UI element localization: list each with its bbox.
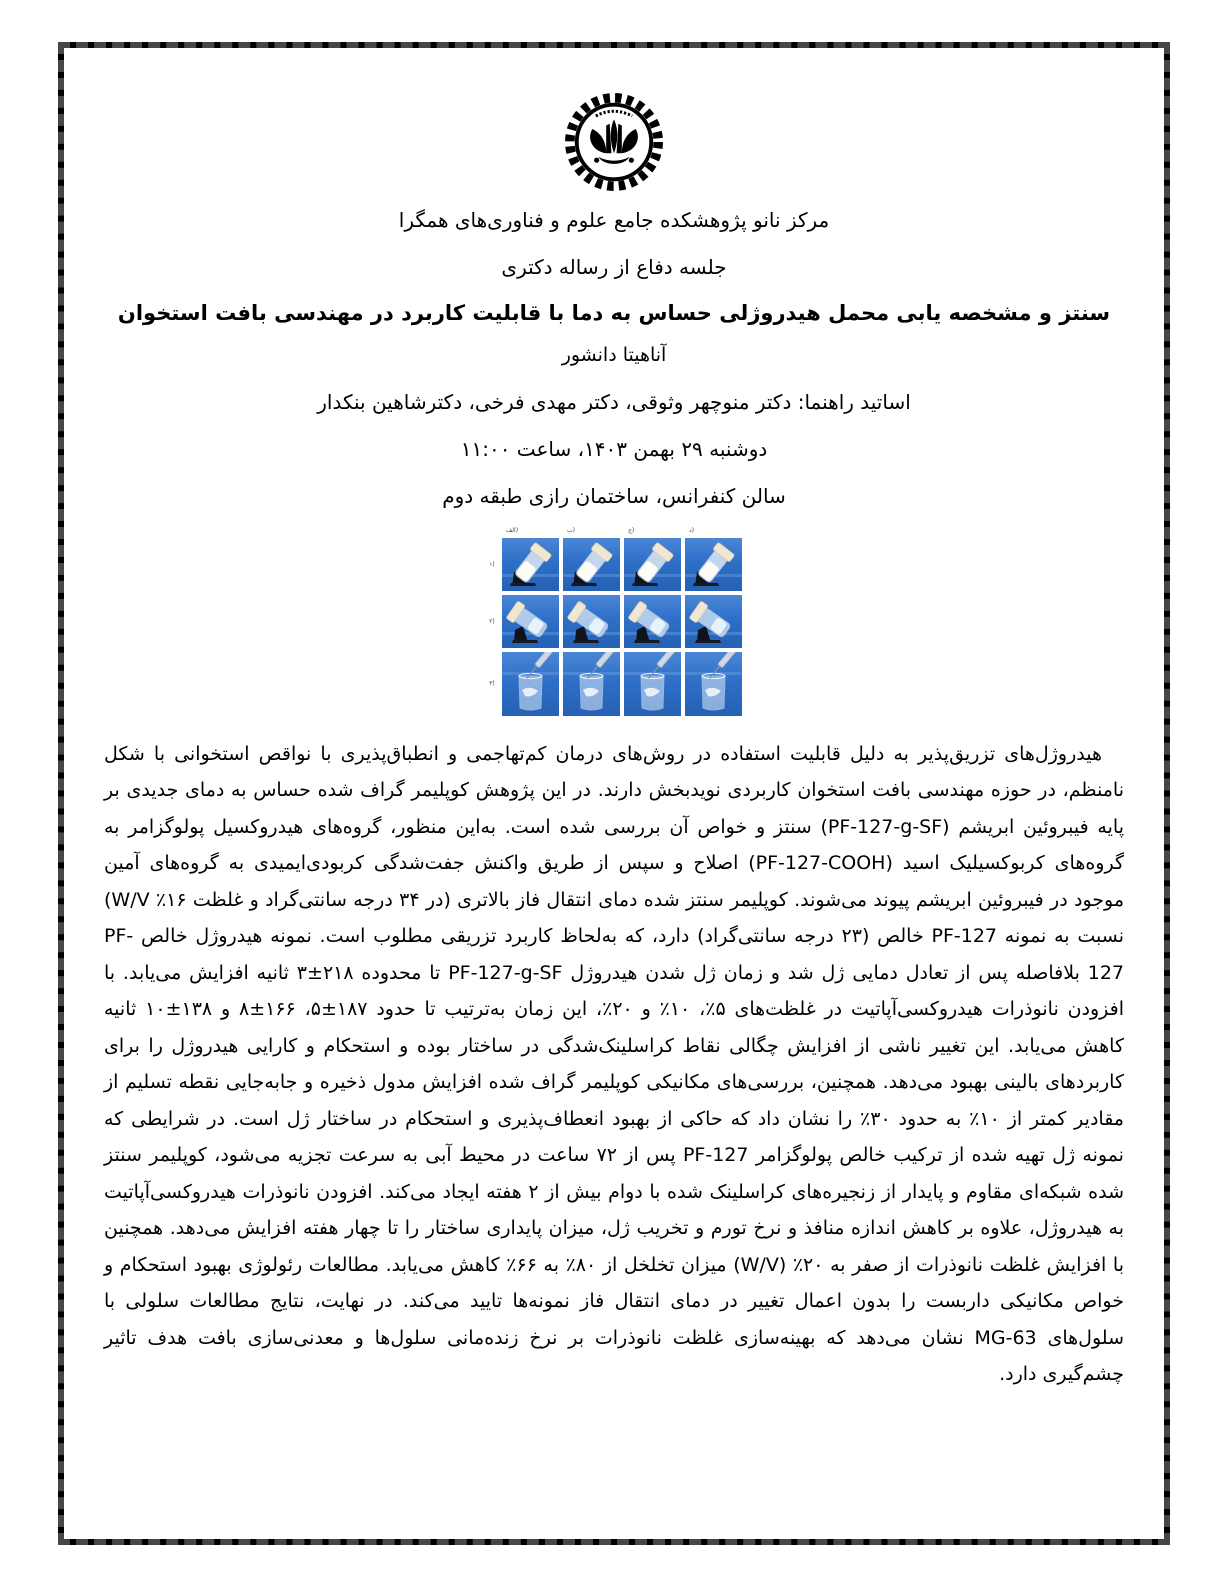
photo-vial-inverted	[624, 538, 681, 591]
photo-vial-inverted	[685, 538, 742, 591]
figure-column-label: ج)	[628, 527, 635, 534]
advisors-line: اساتید راهنما: دکتر منوچهر وثوقی، دکتر مهدی فرخی، دکترشاهین بنکدار	[317, 390, 911, 414]
figure-row-label: ۲)	[489, 617, 495, 625]
figure-column-label: ب)	[567, 527, 575, 534]
event-type-line: جلسه دفاع از رساله دکتری	[501, 255, 727, 279]
photo-vial-tilted	[685, 595, 742, 648]
photo-beaker-injection	[624, 652, 681, 716]
candidate-name: آناهیتا دانشور	[561, 344, 667, 367]
photo-vial-inverted	[563, 538, 620, 591]
photo-beaker-injection	[685, 652, 742, 716]
thesis-title: سنتز و مشخصه یابی محمل هیدروژلی حساس به دما با قابلیت کاربرد در مهندسی بافت استخوان	[117, 301, 1111, 325]
figure-row-label: ۱)	[489, 560, 495, 568]
page-border-frame	[58, 42, 1170, 1545]
sharif-university-logo-icon	[562, 90, 666, 194]
location-line: سالن کنفرانس، ساختمان رازی طبقه دوم	[442, 484, 786, 508]
experiment-photo-grid	[486, 525, 742, 716]
photo-beaker-injection	[502, 652, 559, 716]
photo-beaker-injection	[563, 652, 620, 716]
figure-row-label: ۳)	[489, 680, 495, 687]
figure-column-label: د)	[689, 527, 695, 534]
photo-vial-tilted	[624, 595, 681, 648]
organization-line: مرکز نانو پژوهشکده جامع علوم و فناوری‌های همگرا	[398, 208, 830, 232]
figure-column-label: الف)	[506, 527, 519, 534]
photo-vial-tilted	[563, 595, 620, 648]
photo-vial-tilted	[502, 595, 559, 648]
photo-vial-inverted	[502, 538, 559, 591]
date-time-line: دوشنبه ۲۹ بهمن ۱۴۰۳، ساعت ۱۱:۰۰	[460, 437, 768, 461]
abstract-text: هیدروژل‌های تزریق‌پذیر به دلیل قابلیت استفاده در روش‌های درمان کم‌تهاجمی و انطباق‌پذیری با نواقص استخوانی با شکل نامنظم، در حوزه مهندسی بافت استخوان کاربردی نویدبخش دارند. در این پژوهش کوپلیمر گراف شده حساس به دمای جدیدی بر پایه فیبروئین ابریشم (PF-127-g-SF) سنتز و خواص آن بررسی شده است. به‌این منظور، گروه‌های هیدروکسیل پولوگزامر به گروه‌های کربوکسیلیک اسید (PF-127-COOH) اصلاح و سپس از طریق واکنش جفت‌شدگی کربودی‌ایمیدی به گروه‌های آمین موجود در فیبروئین ابریشم پیوند می‌شوند. کوپلیمر سنتز شده دمای انتقال فاز بالاتری (در ۳۴ درجه سانتی‌گراد و غلظت ۱۶٪ W/V) نسبت به نمونه PF-127 خالص (۲۳ درجه سانتی‌گراد) دارد، که به‌لحاظ کاربرد تزریقی مطلوب است. نمونه هیدروژل خالص PF-127 بلافاصله پس از تعادل دمایی ژل شد و زمان ژل شدن هیدروژل PF-127-g-SF تا محدوده ۲۱۸±۳ ثانیه افزایش می‌یابد. با افزودن نانوذرات هیدروکسی‌آپاتیت در غلظت‌های ۵٪، ۱۰٪ و ۲۰٪، این زمان به‌ترتیب تا حدود ۱۸۷±۵، ۱۶۶±۸ و ۱۳۸±۱۰ ثانیه کاهش می‌یابد. این تغییر ناشی از افزایش چگالی نقاط کراسلینک‌شدگی در ساختار بوده و استحکام و کارایی هیدروژل را برای کاربردهای بالینی بهبود می‌دهد. همچنین، بررسی‌های مکانیکی کوپلیمر گراف شده افزایش مدول ذخیره و جابه‌جایی نقطه تسلیم از مقادیر کمتر از ۱۰٪ به حدود ۳۰٪ را نشان داد که حاکی از بهبود انعطاف‌پذیری و استحکام در ساختار ژل است. در شرایطی که نمونه ژل تهیه شده از ترکیب خالص پولوگزامر PF-127 پس از ۷۲ ساعت در محیط آبی به سرعت تجزیه می‌شود، کوپلیمر سنتز شده شبکه‌ای مقاوم و پایدار از زنجیره‌های کراسلینک شده با دوام بیش از ۲ هفته ایجاد می‌کند. افزودن نانوذرات هیدروکسی‌آپاتیت به هیدروژل، علاوه بر کاهش اندازه منافذ و نرخ تورم و تخریب ژل، میزان پایداری ساختار را تا چهار هفته افزایش می‌دهد. همچنین با افزایش غلظت نانوذرات از صفر به ۲۰٪ (W/V) میزان تخلخل از ۸۰٪ به ۶۶٪ کاهش می‌یابد. مطالعات رئولوژی بهبود استحکام و خواص مکانیکی داربست را بدون اعمال تغییر در دمای انتقال فاز نمونه‌ها تایید می‌کند. در نهایت، نتایج مطالعات سلولی با سلول‌های MG-63 نشان می‌دهد که بهینه‌سازی غلظت نانوذرات بر نرخ زنده‌مانی سلول‌ها و معدنی‌سازی بافت هدف تاثیر چشم‌گیری دارد.	[104, 743, 1124, 1385]
